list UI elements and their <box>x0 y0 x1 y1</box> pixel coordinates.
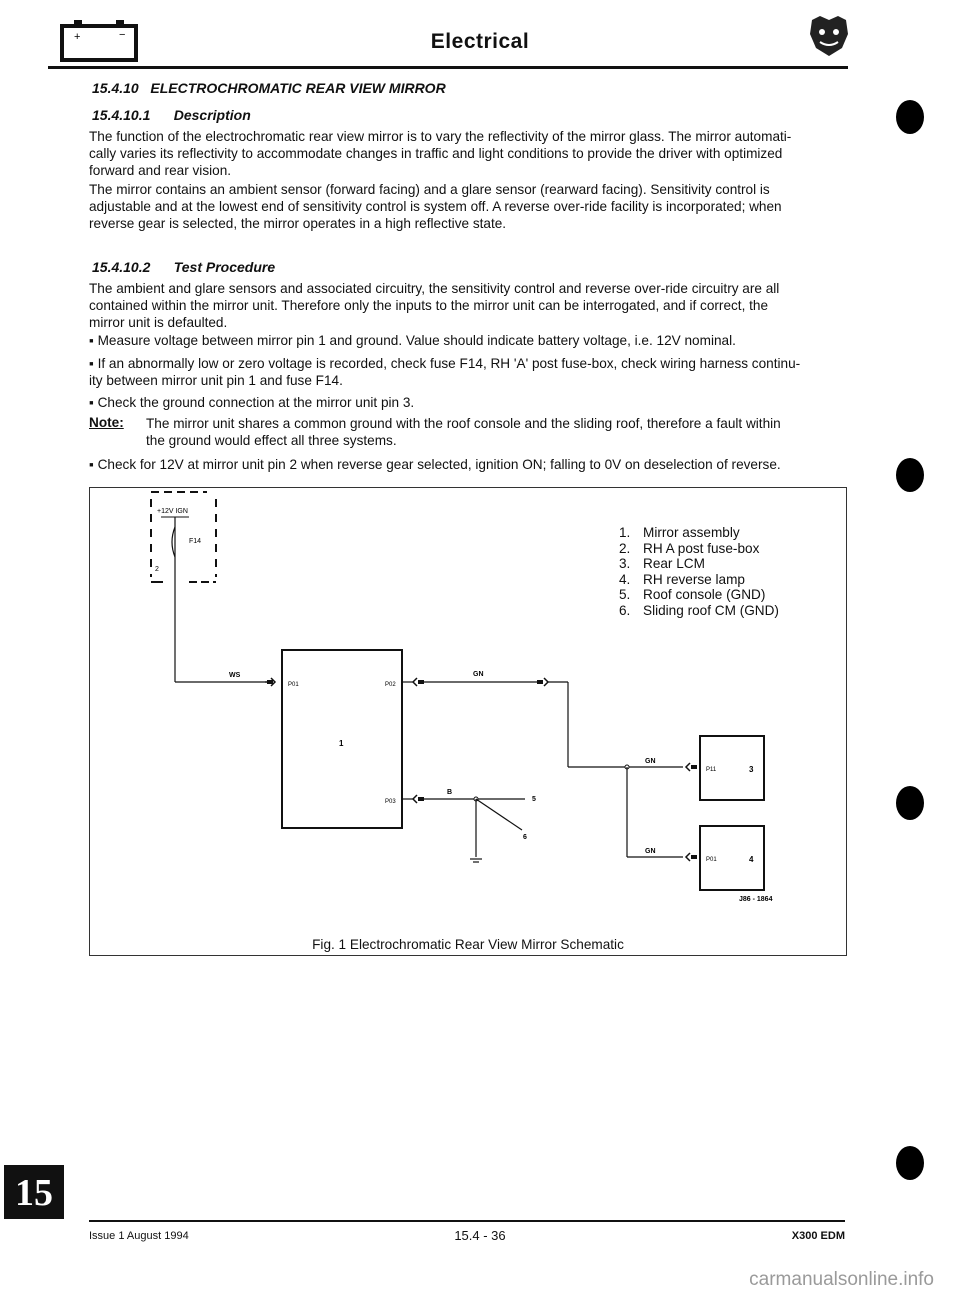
legend-text: RH reverse lamp <box>643 571 745 587</box>
reverse-lamp-number: 4 <box>749 855 754 864</box>
legend-number: 1. <box>619 525 631 540</box>
text-line: ▪ Measure voltage between mirror pin 1 and ground. Value should indicate battery voltage, i.e. 12V nominal. <box>89 333 736 348</box>
watermark: carmanualsonline.info <box>749 1269 934 1290</box>
legend-text: Sliding roof CM (GND) <box>643 602 779 618</box>
figure-caption: Fig. 1 Electrochromatic Rear View Mirror Schematic <box>312 937 624 952</box>
legend-item <box>619 525 779 541</box>
section-heading-description <box>92 107 251 123</box>
wire-gn-label: GN <box>473 671 484 678</box>
section-title: ELECTROCHROMATIC REAR VIEW MIRROR <box>150 80 446 96</box>
pin-p01b-label: P01 <box>706 857 717 863</box>
rear-lcm-number: 3 <box>749 765 754 774</box>
text-line: The function of the electrochromatic rear view mirror is to vary the reflectivity of the mirror glass. The mirror automati- <box>89 129 792 144</box>
legend-item <box>619 572 779 588</box>
fuse-pin: 2 <box>155 566 159 573</box>
text-line: the ground would effect all three systems. <box>146 433 397 448</box>
section-title: Test Procedure <box>173 259 276 275</box>
ground-5-label: 5 <box>532 796 536 803</box>
section-title: Description <box>173 107 251 123</box>
binder-hole-icon <box>896 458 924 492</box>
text-line: The ambient and glare sensors and associated circuitry, the sensitivity control and reverse over-ride circuitry are all <box>89 281 780 296</box>
pin-p11-label: P11 <box>706 767 717 773</box>
header-rule <box>48 66 848 69</box>
wire-ws-label: WS <box>229 672 241 679</box>
legend-number: 5. <box>619 587 631 602</box>
note-label: Note: <box>89 415 124 430</box>
pin-p03-label: P03 <box>385 799 396 805</box>
binder-hole-icon <box>896 100 924 134</box>
text-line: contained within the mirror unit. Therefore only the inputs to the mirror unit can be interrogated, and if correct, the <box>89 298 769 313</box>
wire-b-label: B <box>447 789 453 796</box>
test-bullet-4 <box>89 456 849 473</box>
test-bullet-2 <box>89 355 849 389</box>
legend-number: 4. <box>619 571 631 587</box>
footer-issue: Issue 1 August 1994 <box>89 1230 189 1242</box>
svg-text:−: − <box>119 29 126 41</box>
jaguar-logo-icon <box>806 14 852 58</box>
fuse-box <box>151 492 216 582</box>
section-number: 15.4.10.2 <box>92 259 151 275</box>
page-header-title: Electrical <box>430 30 530 53</box>
pin-p01-label: P01 <box>288 682 299 688</box>
note-text <box>146 415 850 449</box>
legend-item <box>619 556 779 572</box>
binder-hole-icon <box>896 1146 924 1180</box>
figure-legend <box>619 525 779 618</box>
section-tab: 15 <box>4 1165 64 1219</box>
description-paragraph-1 <box>89 128 849 179</box>
text-line: reverse gear is selected, the mirror operates in a high reflective state. <box>89 216 507 231</box>
pin-p02-label: P02 <box>385 682 396 688</box>
legend-number: 6. <box>619 602 631 618</box>
text-line: The mirror contains an ambient sensor (forward facing) and a glare sensor (rearward facing). Sensitivity control is <box>89 182 770 197</box>
footer-rule <box>89 1220 845 1222</box>
description-paragraph-2 <box>89 181 849 232</box>
ground-6-label: 6 <box>523 834 527 841</box>
text-line: forward and rear vision. <box>89 163 232 178</box>
text-line: The mirror unit shares a common ground with the roof console and the sliding roof, therefore a fault within <box>146 416 781 431</box>
legend-number: 3. <box>619 556 631 571</box>
fuse-supply-label: +12V IGN <box>157 508 188 515</box>
section-number: 15.4.10 <box>92 80 139 96</box>
test-bullet-1 <box>89 332 849 349</box>
legend-number: 2. <box>619 540 631 556</box>
legend-text: RH A post fuse-box <box>643 540 760 556</box>
text-line: ity between mirror unit pin 1 and fuse F14. <box>89 373 343 388</box>
fuse-name: F14 <box>189 538 202 545</box>
legend-item <box>619 587 779 603</box>
legend-text: Mirror assembly <box>643 525 740 540</box>
wire-gn-label: GN <box>645 758 656 765</box>
test-paragraph-1 <box>89 280 849 331</box>
text-line: ▪ Check for 12V at mirror unit pin 2 when reverse gear selected, ignition ON; falling to 0V on deselection of reverse. <box>89 457 781 472</box>
legend-item <box>619 541 779 557</box>
binder-hole-icon <box>896 786 924 820</box>
footer-page-number: 15.4 - 36 <box>454 1228 506 1243</box>
section-heading-main <box>92 80 446 96</box>
figure-reference: J86 - 1864 <box>739 896 773 903</box>
footer-doc-id: X300 EDM <box>791 1230 845 1242</box>
text-line: ▪ Check the ground connection at the mirror unit pin 3. <box>89 395 415 410</box>
wire-gn-label: GN <box>645 848 656 855</box>
test-bullet-3 <box>89 394 849 411</box>
legend-text: Roof console (GND) <box>643 587 766 602</box>
svg-text:+: + <box>74 31 81 43</box>
legend-text: Rear LCM <box>643 556 705 571</box>
text-line: mirror unit is defaulted. <box>89 315 228 330</box>
text-line: ▪ If an abnormally low or zero voltage is recorded, check fuse F14, RH 'A' post fuse-box, check wiring harness continu- <box>89 356 801 371</box>
text-line: cally varies its reflectivity to accommodate changes in traffic and light conditions to provide the driver with optimized <box>89 146 783 161</box>
section-number: 15.4.10.1 <box>92 107 151 123</box>
legend-item <box>619 603 779 619</box>
text-line: adjustable and at the lowest end of sensitivity control is system off. A reverse over-ride facility is incorporated; when <box>89 199 782 214</box>
mirror-unit-number: 1 <box>339 739 344 748</box>
section-heading-test-procedure <box>92 259 275 275</box>
